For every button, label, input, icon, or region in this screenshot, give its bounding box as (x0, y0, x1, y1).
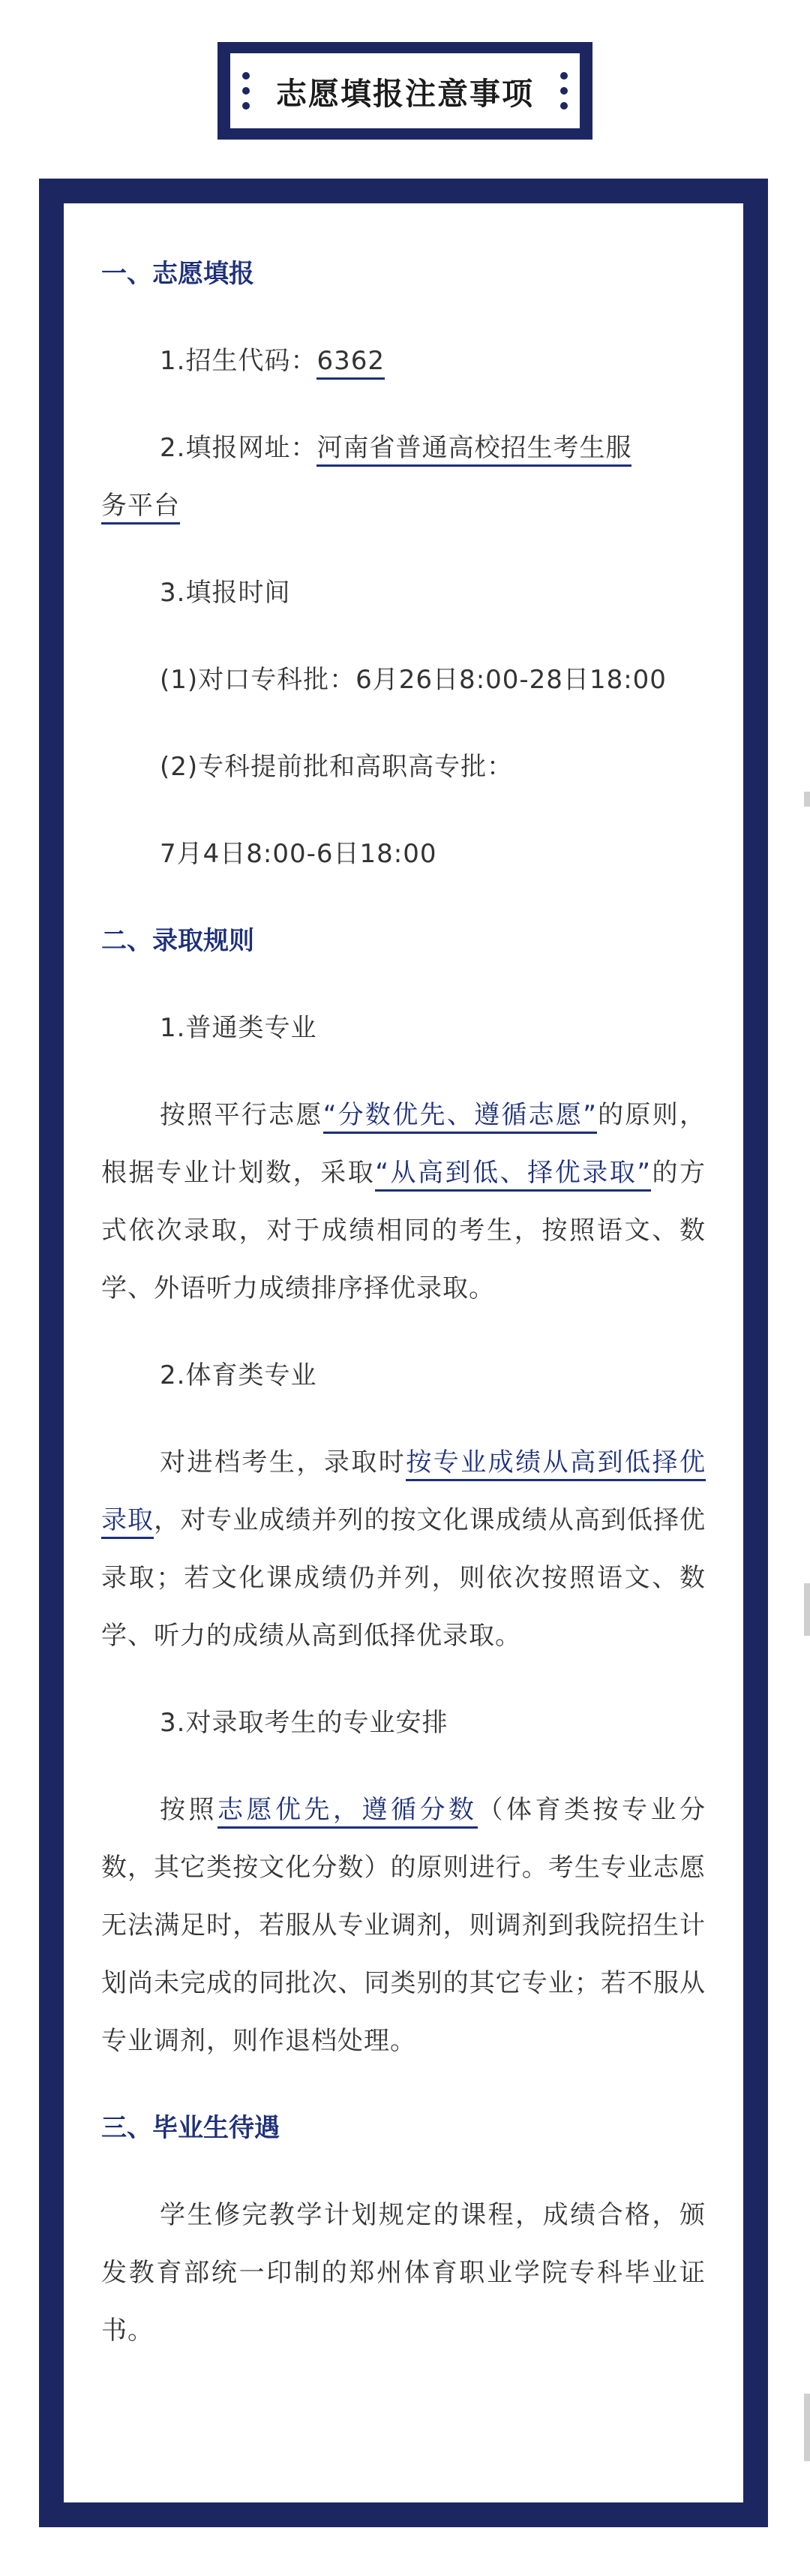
title-dots-right-icon (560, 72, 568, 110)
application-site-cont (101, 477, 706, 535)
rule-arrangement-highlight: 志愿优先，遵循分数 (218, 1795, 478, 1829)
application-site-link[interactable]: 河南省普通高校招生考生服 (316, 433, 632, 467)
title-frame (228, 51, 582, 131)
scroll-marker (804, 2394, 810, 2461)
application-site-link-cont[interactable]: 务平台 (101, 491, 180, 525)
section-heading-application: 一、志愿填报 (101, 259, 254, 289)
application-time-title: 3.填报时间 (160, 578, 291, 608)
application-time-1: (1)对口专科批：6月26日8:00-28日18:00 (160, 665, 667, 695)
content-card (39, 179, 768, 2527)
rule-sports-highlight: 按专业成绩从高到低择优录取 (101, 1447, 706, 1539)
application-site: 2.填报网址：河南省普通高校招生考生服 (101, 419, 706, 477)
title-badge (218, 42, 592, 140)
graduate-benefits-text: 学生修完教学计划规定的课程，成绩合格，颁发教育部统一印制的郑州体育职业学院专科毕业证书。 (101, 2200, 706, 2346)
content-card-inner (62, 201, 746, 2505)
rule-sports-title: 2.体育类专业 (160, 1360, 317, 1390)
rule-sports-text: 对进档考生，录取时按专业成绩从高到低择优录取，对专业成绩并列的按文化课成绩从高到低择优录取；若文化课成绩仍并列，则依次按照语文、数学、听力的成绩从高到低择优录取。 (101, 1447, 706, 1651)
application-time-2: (2)专科提前批和高职高专批： (160, 752, 514, 782)
scroll-marker (804, 792, 810, 807)
section-heading-graduate-benefits: 三、毕业生待遇 (101, 2113, 280, 2143)
admission-code-value: 6362 (316, 346, 385, 380)
page-title: 志愿填报注意事项 (276, 75, 534, 112)
application-time-3: 7月4日8:00-6日18:00 (160, 839, 437, 869)
section-heading-admission-rules: 二、录取规则 (101, 926, 254, 956)
rule-arrangement-title: 3.对录取考生的专业安排 (160, 1708, 448, 1738)
rule-arrangement-text: 按照志愿优先，遵循分数（体育类按专业分数，其它类按文化分数）的原则进行。考生专业志愿无法满足时，若服从专业调剂，则调剂到我院招生计划尚未完成的同批次、同类别的其它专业；若不服从专业调剂，则作退档处理。 (101, 1795, 706, 2056)
title-dots-left-icon (242, 72, 250, 110)
admission-code: 1.招生代码：6362 (101, 332, 706, 390)
scroll-marker (804, 1583, 810, 1636)
rule-general-highlight-1: “分数优先、遵循志愿” (323, 1100, 597, 1134)
rule-general-highlight-2: “从高到低、择优录取” (375, 1158, 651, 1192)
rule-general-text: 按照平行志愿“分数优先、遵循志愿”的原则，根据专业计划数，采取“从高到低、择优录取”的方式依次录取，对于成绩相同的考生，按照语文、数学、外语听力成绩排序择优录取。 (101, 1100, 706, 1303)
rule-general-title: 1.普通类专业 (160, 1013, 317, 1043)
